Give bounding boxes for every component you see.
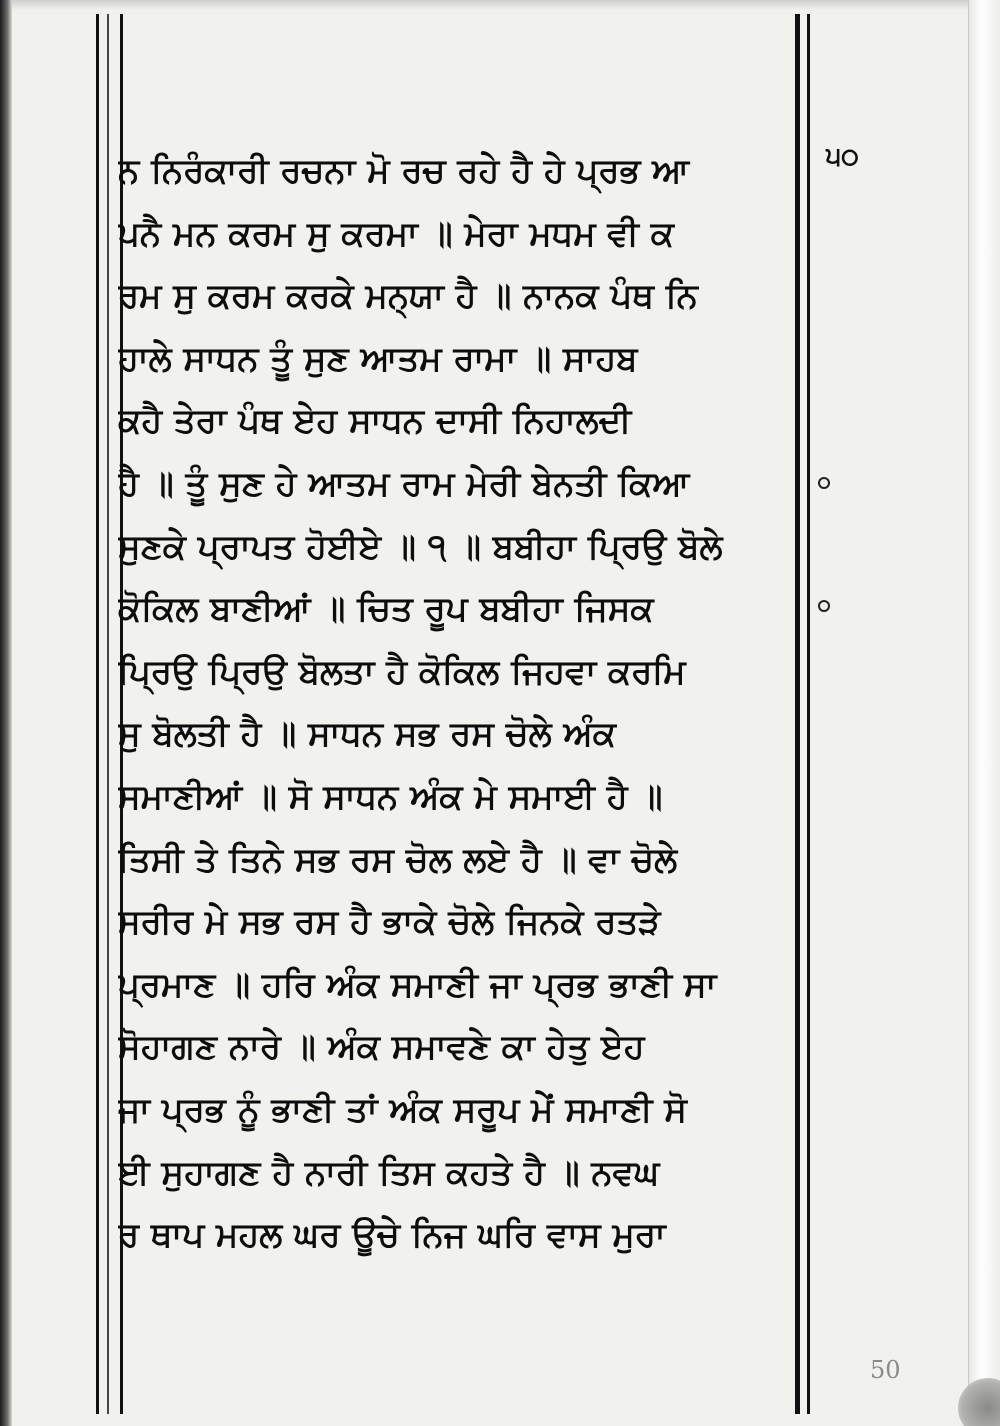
manuscript-text-block xyxy=(118,140,808,1267)
text-line: ਕੋਕਿਲ ਬਾਣੀਆਂ ॥ ਚਿਤ ਰੂਪ ਬਬੀਹਾ ਜਿਸਕ xyxy=(118,589,654,630)
text-line: ਰ ਥਾਪ ਮਹਲ ਘਰ ਊਚੇ ਨਿਜ ਘਰਿ ਵਾਸ ਮੁਰਾ xyxy=(118,1215,666,1256)
page-right-edge xyxy=(968,0,1000,1426)
margin-circle-mark xyxy=(818,477,830,489)
text-line: ਰਮ ਸੁ ਕਰਮ ਕਰਕੇ ਮਨ੍ਯਾ ਹੈ ॥ ਨਾਨਕ ਪੰਥ ਨਿ xyxy=(118,276,698,317)
text-line: ਸਮਾਣੀਆਂ ॥ ਸੋ ਸਾਧਨ ਅੰਕ ਮੇ ਸਮਾਈ ਹੈ ॥ xyxy=(118,776,663,817)
binding-shadow xyxy=(0,0,12,1426)
corner-stain xyxy=(958,1378,1000,1426)
text-line: ਨ ਨਿਰੰਕਾਰੀ ਰਚਨਾ ਮੋ ਰਚ ਰਹੇ ਹੈ ਹੇ ਪ੍ਰਭ ਆ xyxy=(118,151,690,191)
left-margin-rule xyxy=(107,14,109,1414)
text-line: ਪ੍ਰਮਾਣ ॥ ਹਰਿ ਅੰਕ ਸਮਾਣੀ ਜਾ ਪ੍ਰਭ ਭਾਣੀ ਸਾ xyxy=(118,964,717,1005)
text-line: ਪ੍ਰਿਉ ਪ੍ਰਿਉ ਬੋਲਤਾ ਹੈ ਕੋਕਿਲ ਜਿਹਵਾ ਕਰਮਿ xyxy=(118,651,686,692)
text-line: ਕਹੈ ਤੇਰਾ ਪੰਥ ਏਹ ਸਾਧਨ ਦਾਸੀ ਨਿਹਾਲਦੀ xyxy=(118,401,632,442)
margin-circle-mark xyxy=(818,600,830,612)
folio-marker: ੫੦ xyxy=(826,142,859,172)
text-line: ਸੁ ਬੋਲਤੀ ਹੈ ॥ ਸਾਧਨ ਸਭ ਰਸ ਚੋਲੇ ਅੰਕ xyxy=(118,714,616,755)
text-line: ਈ ਸੁਹਾਗਣ ਹੈ ਨਾਰੀ ਤਿਸ ਕਹਤੇ ਹੈ ॥ ਨਵਘ xyxy=(118,1152,660,1193)
text-line: ਹੈ ॥ ਤੂੰ ਸੁਣ ਹੇ ਆਤਮ ਰਾਮ ਮੇਰੀ ਬੇਨਤੀ ਕਿਆ xyxy=(118,463,690,504)
text-line: ਤਿਸੀ ਤੇ ਤਿਨੇ ਸਭ ਰਸ ਚੋਲ ਲਏ ਹੈ ॥ ਵਾ ਚੋਲੇ xyxy=(118,839,678,880)
text-line: ਜਾ ਪ੍ਰਭ ਨੂੰ ਭਾਣੀ ਤਾਂ ਅੰਕ ਸਰੂਪ ਮੇਂ ਸਮਾਣੀ ਸੋ xyxy=(118,1089,687,1130)
page-top-shadow xyxy=(0,0,1000,10)
text-line: ਸੁਣਕੇ ਪ੍ਰਾਪਤ ਹੋਈਏ ॥ ੧ ॥ ਬਬੀਹਾ ਪ੍ਰਿਉ ਬੋਲੇ xyxy=(118,526,723,567)
left-margin-rule xyxy=(96,14,99,1414)
text-line: ਸਰੀਰ ਮੇ ਸਭ ਰਸ ਹੈ ਭਾਕੇ ਚੋਲੇ ਜਿਨਕੇ ਰਤੜੇ xyxy=(118,902,661,943)
text-line: ਹਾਲੇ ਸਾਧਨ ਤੂੰ ਸੁਣ ਆਤਮ ਰਾਮਾ ॥ ਸਾਹਬ xyxy=(118,338,638,379)
text-line: ਪਨੈ ਮਨ ਕਰਮ ਸੁ ਕਰਮਾ ॥ ਮੇਰਾ ਮਧਮ ਵੀ ਕ xyxy=(118,213,674,254)
text-line: ਸੋਹਾਗਣ ਨਾਰੇ ॥ ਅੰਕ ਸਮਾਵਣੇ ਕਾ ਹੇਤੁ ਏਹ xyxy=(118,1027,645,1068)
page-number: 50 xyxy=(870,1356,901,1384)
